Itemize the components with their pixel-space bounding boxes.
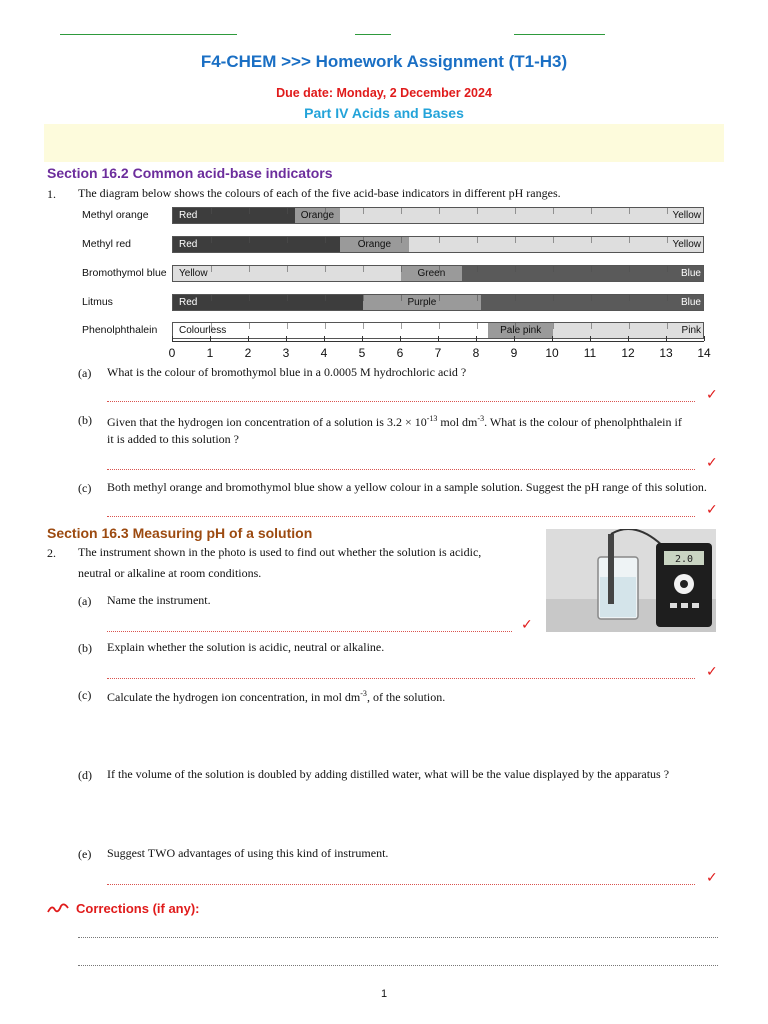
bar-gridline [211,295,212,301]
ph-tick-label: 12 [621,346,635,360]
indicator-segment [173,237,340,252]
q2a-label: (a) [78,594,92,608]
indicator-segment [173,208,295,223]
segment-label: Orange [357,239,392,250]
page-number: 1 [380,988,388,1000]
bar-gridline [363,323,364,329]
ph-tick-label: 11 [583,346,597,360]
indicator-bar [172,236,704,253]
bar-gridline [401,295,402,301]
segment-label: Purple [407,297,437,308]
ph-axis-tick [248,336,249,341]
q1a-label: (a) [78,366,92,380]
bar-gridline [515,266,516,272]
indicator-label: Litmus [82,296,113,308]
ph-tick-label: 0 [168,346,176,360]
q2b-tick-icon: ✓ [706,664,718,680]
indicator-label: Methyl red [82,238,132,250]
ph-axis-tick [172,336,173,341]
q1c-answer-line[interactable] [107,516,695,517]
ph-meter-photo [546,529,716,632]
section-16-2-heading: Section 16.2 Common acid-base indicators [47,165,333,181]
bar-gridline [515,208,516,214]
bar-gridline [325,295,326,301]
bar-gridline [629,237,630,243]
ph-meter-illustration [546,529,716,632]
bar-gridline [439,237,440,243]
section-16-3-heading: Section 16.3 Measuring pH of a solution [47,525,313,541]
q2b-answer-line[interactable] [107,678,695,679]
indicator-bar [172,265,704,282]
question-2-text: The instrument shown in the photo is used to find out whether the solution is acidic, [78,545,482,559]
ph-axis-tick [514,336,515,341]
bar-gridline [667,208,668,214]
bar-gridline [553,323,554,329]
ph-axis-tick [590,336,591,341]
segment-label: Blue [680,268,701,279]
ph-tick-label: 6 [396,346,404,360]
ph-tick-label: 10 [545,346,559,360]
bar-gridline [287,295,288,301]
page-title: F4-CHEM >>> Homework Assignment (T1-H3) [200,52,568,71]
q2a-tick-icon: ✓ [521,617,533,633]
corrections-line-2[interactable] [78,965,718,966]
q1b-answer-line[interactable] [107,469,695,470]
bar-gridline [477,237,478,243]
ph-tick-label: 9 [510,346,518,360]
bar-gridline [553,208,554,214]
segment-label: Red [179,297,198,308]
ph-axis-tick [324,336,325,341]
bar-gridline [477,323,478,329]
ph-axis-tick [552,336,553,341]
indicator-segment [173,323,488,338]
question-1-text: The diagram below shows the colours of each of the five acid-base indicators in different pH ranges. [78,186,561,200]
q2d-text: If the volume of the solution is doubled by adding distilled water, what will be the value displayed by the apparatus ? [107,767,670,781]
segment-label: Pink [681,325,701,336]
q2c-text: Calculate the hydrogen ion concentration, in mol $dm^{-3}$, of the solution. [107,689,446,704]
indicator-label: Phenolphthalein [82,324,158,336]
bar-gridline [401,208,402,214]
ph-tick-label: 13 [659,346,673,360]
bar-gridline [363,208,364,214]
bar-gridline [249,323,250,329]
q1c-tick-icon: ✓ [706,502,718,518]
ph-axis-tick [666,336,667,341]
bar-gridline [211,323,212,329]
bar-gridline [591,208,592,214]
segment-label: Orange [300,210,335,221]
corrections-line-1[interactable] [78,937,718,938]
indicator-segment [363,295,481,310]
bar-gridline [325,266,326,272]
q1a-tick-icon: ✓ [706,387,718,403]
ph-axis-tick [476,336,477,341]
number-line [514,34,605,35]
indicator-segment [488,323,553,338]
ph-tick-label: 4 [320,346,328,360]
ph-tick-label: 3 [282,346,290,360]
bar-gridline [553,237,554,243]
segment-label: Pale pink [500,325,542,336]
q2a-answer-line[interactable] [107,631,512,632]
bar-gridline [401,237,402,243]
ph-tick-label: 2 [244,346,252,360]
bar-gridline [363,266,364,272]
q1a-answer-line[interactable] [107,401,695,402]
question-2-text-line2: neutral or alkaline at room conditions. [78,566,262,580]
segment-label: Yellow [672,210,701,221]
bar-gridline [249,237,250,243]
q1b-text: Given that the hydrogen ion concentration of a solution is $3.2 \times 10^{-13}$ mol $dm^{-3}$. What is the colour of phenolphthalein if [107,414,682,429]
q2e-answer-line[interactable] [107,884,695,885]
ph-axis-tick [400,336,401,341]
bar-gridline [591,266,592,272]
q2a-text: Name the instrument. [107,593,211,607]
ph-axis-tick [704,336,705,341]
bar-gridline [439,295,440,301]
bar-gridline [667,323,668,329]
bar-gridline [629,208,630,214]
bar-gridline [211,237,212,243]
ph-tick-label: 5 [358,346,366,360]
indicator-label: Methyl orange [82,209,149,221]
q2e-tick-icon: ✓ [706,870,718,886]
q1b-tick-icon: ✓ [706,455,718,471]
ph-tick-label: 8 [472,346,480,360]
segment-label: Red [179,239,198,250]
bar-gridline [211,266,212,272]
q1b-text-line2: it is added to this solution ? [107,432,239,446]
name-line [60,34,237,35]
bar-gridline [363,237,364,243]
segment-label: Colourless [179,325,227,336]
segment-label: Blue [680,297,701,308]
ph-tick-label: 14 [697,346,711,360]
bar-gridline [667,237,668,243]
question-2-number: 2. [47,546,56,560]
bar-gridline [363,295,364,301]
q2b-text: Explain whether the solution is acidic, neutral or alkaline. [107,640,385,654]
segment-label: Yellow [179,268,208,279]
indicator-segment [295,208,341,223]
bar-gridline [477,295,478,301]
class-line [355,34,391,35]
due-date: Due date: Monday, 2 December 2024 [276,86,492,100]
bar-gridline [401,323,402,329]
bar-gridline [439,208,440,214]
pen-icon [46,900,70,921]
bar-gridline [249,266,250,272]
indicator-segment [401,266,462,281]
ph-axis-line [172,341,704,342]
ph-axis-tick [286,336,287,341]
bar-gridline [439,323,440,329]
ph-tick-label: 1 [206,346,214,360]
q1a-text: What is the colour of bromothymol blue in a 0.0005 M hydrochloric acid ? [107,365,467,379]
bar-gridline [287,266,288,272]
bar-gridline [629,266,630,272]
bar-gridline [325,208,326,214]
bar-gridline [325,323,326,329]
q1c-label: (c) [78,481,92,495]
bar-gridline [211,208,212,214]
bar-gridline [629,323,630,329]
bar-gridline [515,323,516,329]
bar-gridline [591,323,592,329]
segment-label: Yellow [672,239,701,250]
indicator-label: Bromothymol blue [82,267,167,279]
question-1-number: 1. [47,187,56,201]
ph-tick-label: 7 [434,346,442,360]
bar-gridline [591,237,592,243]
bar-gridline [515,237,516,243]
bar-gridline [667,266,668,272]
ph-axis-tick [362,336,363,341]
segment-label: Red [179,210,198,221]
instruction-box [44,124,724,162]
indicator-segment [340,208,704,223]
indicator-segment [409,237,704,252]
bar-gridline [629,295,630,301]
q1b-label: (b) [78,413,92,427]
ph-axis-tick [210,336,211,341]
bar-gridline [553,295,554,301]
bar-gridline [477,208,478,214]
bar-gridline [515,295,516,301]
bar-gridline [591,295,592,301]
ph-axis-tick [628,336,629,341]
part-heading: Part IV Acids and Bases [304,105,464,121]
indicator-bar [172,207,704,224]
q2c-label: (c) [78,688,92,702]
bar-gridline [287,208,288,214]
meter-display: 2.0 [674,554,694,565]
q2b-label: (b) [78,641,92,655]
indicator-segment [340,237,408,252]
indicator-segment [173,295,363,310]
bar-gridline [553,266,554,272]
bar-gridline [439,266,440,272]
bar-gridline [477,266,478,272]
bar-gridline [325,237,326,243]
indicator-bar [172,294,704,311]
ph-axis-tick [438,336,439,341]
bar-gridline [249,208,250,214]
q2e-text: Suggest TWO advantages of using this kind of instrument. [107,846,389,860]
q2d-label: (d) [78,768,92,782]
segment-label: Green [417,268,446,279]
bar-gridline [287,323,288,329]
q1c-text: Both methyl orange and bromothymol blue show a yellow colour in a sample solution. Suggest the pH range of this solution. [107,480,707,494]
corrections-label: Corrections (if any): [76,901,200,916]
bar-gridline [401,266,402,272]
bar-gridline [287,237,288,243]
bar-gridline [667,295,668,301]
bar-gridline [249,295,250,301]
q2e-label: (e) [78,847,92,861]
